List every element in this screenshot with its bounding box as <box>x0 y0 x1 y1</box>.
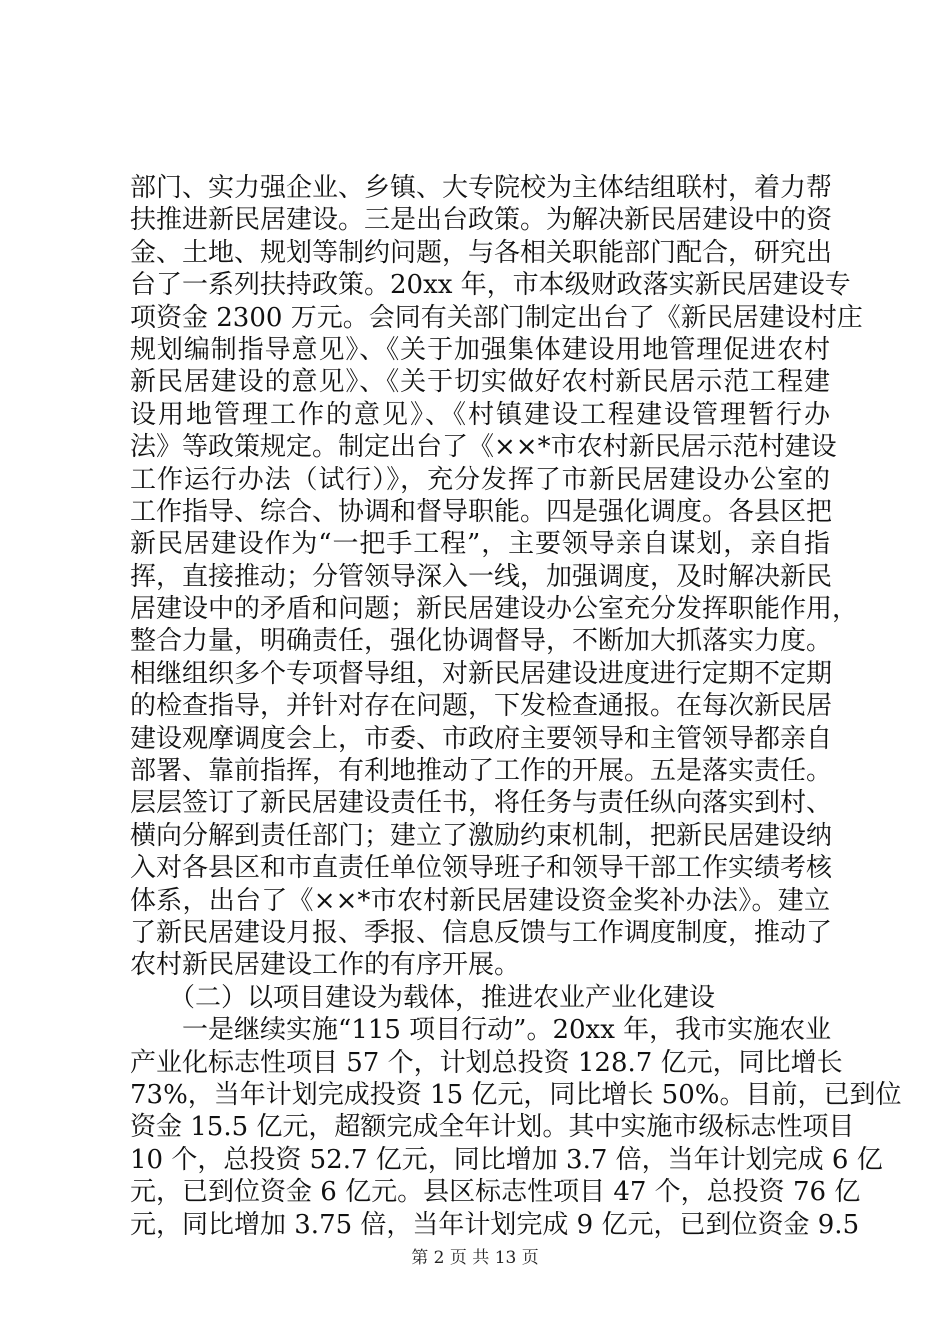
text-line: 新民居建设的意见》、《关于切实做好农村新民居示范工程建 <box>130 367 830 398</box>
text-line: 10 个，总投资 52.7 亿元，同比增加 3.7 倍，当年计划完成 6 亿 <box>130 1144 883 1175</box>
text-line: 工作运行办法（试行）》，充分发挥了市新民居建设办公室的 <box>130 464 830 495</box>
text-line: 一是继续实施“115 项目行动”。20xx 年，我市实施农业 <box>130 1015 832 1046</box>
text-line: 居建设中的矛盾和问题；新民居建设办公室充分发挥职能作用， <box>130 594 859 625</box>
text-line: 部署、靠前指挥，有利地推动了工作的开展。五是落实责任。 <box>130 756 833 787</box>
text-line: 法》等政策规定。制定出台了《××*市农村新民居示范村建设 <box>130 432 837 463</box>
page-footer <box>0 1243 950 1268</box>
text-line: 扶推进新民居建设。三是出台政策。为解决新民居建设中的资 <box>130 205 833 236</box>
text-line: 相继组织多个专项督导组，对新民居建设进度进行定期不定期 <box>130 658 833 689</box>
text-line: 整合力量，明确责任，强化协调督导，不断加大抓落实力度。 <box>130 626 833 657</box>
text-line: 的检查指导，并针对存在问题，下发检查通报。在每次新民居 <box>130 691 833 722</box>
text-line: 建设观摩调度会上，市委、市政府主要领导和主管领导都亲自 <box>130 723 833 754</box>
text-line: 横向分解到责任部门；建立了激励约束机制，把新民居建设纳 <box>130 820 833 851</box>
text-line: 农村新民居建设工作的有序开展。 <box>130 950 521 981</box>
text-line: 73%，当年计划完成投资 15 亿元，同比增长 50%。目前，已到位 <box>130 1079 902 1110</box>
text-line: 新民居建设作为“一把手工程”，主要领导亲自谋划，亲自指 <box>130 529 830 560</box>
text-line: 层层签订了新民居建设责任书，将任务与责任纵向落实到村、 <box>130 788 833 819</box>
text-line: 挥，直接推动；分管领导深入一线，加强调度，及时解决新民 <box>130 561 833 592</box>
text-line: 元，已到位资金 6 亿元。县区标志性项目 47 个，总投资 76 亿 <box>130 1177 861 1208</box>
text-line: 项资金 2300 万元。会同有关部门制定出台了《新民居建设村庄 <box>130 302 863 333</box>
text-line: 工作指导、综合、协调和督导职能。四是强化调度。各县区把 <box>130 496 833 527</box>
text-line: 元，同比增加 3.75 倍，当年计划完成 9 亿元，已到位资金 9.5 <box>130 1209 860 1240</box>
section-heading: （二）以项目建设为载体，推进农业产业化建设 <box>130 982 716 1013</box>
text-line: 入对各县区和市直责任单位领导班子和领导干部工作实绩考核 <box>130 853 833 884</box>
text-line: 设用地管理工作的意见》、《村镇建设工程建设管理暂行办 <box>130 399 830 430</box>
page-number: 第 2 页 共 13 页 <box>411 1248 539 1268</box>
text-line: 金、土地、规划等制约问题，与各相关职能部门配合，研究出 <box>130 237 833 268</box>
text-line: 台了一系列扶持政策。20xx 年，市本级财政落实新民居建设专 <box>130 270 851 301</box>
text-line: 产业化标志性项目 57 个，计划总投资 128.7 亿元，同比增长 <box>130 1047 843 1078</box>
text-line: 规划编制指导意见》、《关于加强集体建设用地管理促进农村 <box>130 334 830 365</box>
text-line: 资金 15.5 亿元，超额完成全年计划。其中实施市级标志性项目 <box>130 1112 855 1143</box>
text-line: 体系，出台了《××*市农村新民居建设资金奖补办法》。建立 <box>130 885 830 916</box>
body-text <box>130 172 902 1241</box>
text-line: 部门、实力强企业、乡镇、大专院校为主体结组联村，着力帮 <box>130 173 833 203</box>
text-line: 了新民居建设月报、季报、信息反馈与工作调度制度，推动了 <box>130 917 833 948</box>
